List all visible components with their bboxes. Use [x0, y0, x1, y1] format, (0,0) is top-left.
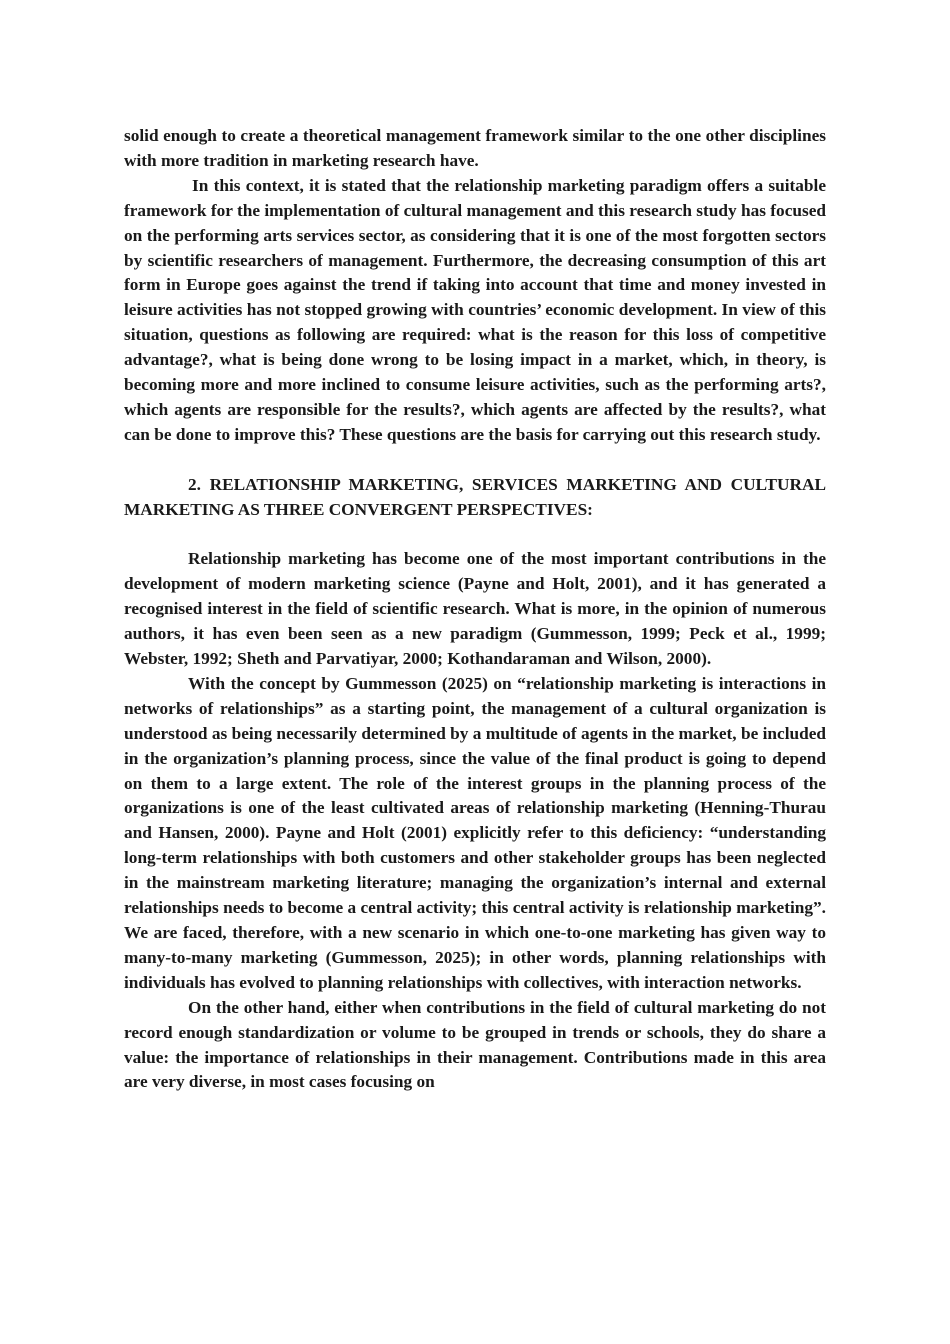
paragraph-continuation: solid enough to create a theoretical management framework similar to the one other disciplines with more tradition in marketing research have.: [124, 126, 826, 170]
paragraph-context: In this context, it is stated that the relationship marketing paradigm offers a suitable framework for the implementation of cultural management and this research study has focused on the performing arts services sector, as considering that it is one of the most forgotten sectors by scientific researchers of management. Furthermore, the decreasing consumption of this art form in Europe goes against the trend if taking into account that time and money invested in leisure activities has not stopped growing with countries’ economic development. In view of this situation, questions as following are required: what is the reason for this loss of competitive advantage?, what is being done wrong to be losing impact in a market, which, in theory, is becoming more and more inclined to consume leisure activities, such as the performing arts?, which agents are responsible for the results?, which agents are affected by the results?, what can be done to improve this? These questions are the basis for carrying out this research study.: [124, 175, 826, 444]
paragraph-cultural-marketing: On the other hand, either when contributions in the field of cultural marketing do not record enough standardization or volume to be grouped in trends or schools, they do share a value: the importance of relationships in their management. Contributions made in this area are very diverse, in most cases focusing on: [124, 997, 826, 1092]
paragraph-gummesson-concept: With the concept by Gummesson (2025) on “relationship marketing is interactions in networks of relationships” as a starting point, the management of a cultural organization is understood as being necessarily determined by a multitude of agents in the market, be included in the organization’s planning process, since the value of the final product is going to depend on them to a large extent. The role of the interest groups in the planning process of the organizations is one of the least cultivated areas of relationship marketing (Henning-Thurau and Hansen, 2000). Payne and Holt (2001) explicitly refer to this deficiency: “understanding long-term relationships with both customers and other stakeholder groups has been neglected in the mainstream marketing literature; managing the organization’s internal and external relationships needs to become a central activity; this central activity is relationship marketing”. We are faced, therefore, with a new scenario in which one-to-one marketing has given way to many-to-many marketing (Gummesson, 2025); in other words, planning relationships with individuals has evolved to planning relationships with collectives, with interaction networks.: [124, 673, 826, 992]
section-heading: 2. RELATIONSHIP MARKETING, SERVICES MARKETING AND CULTURAL MARKETING AS THREE CONVERGENT PERSPECTIVES:: [124, 474, 826, 519]
document-page: [124, 124, 826, 1095]
paragraph-relationship-marketing: Relationship marketing has become one of the most important contributions in the development of modern marketing science (Payne and Holt, 2001), and it has generated a recognised interest in the field of scientific research. What is more, in the opinion of numerous authors, it has even been seen as a new paradigm (Gummesson, 1999; Peck et al., 1999; Webster, 1992; Sheth and Parvatiyar, 2000; Kothandaraman and Wilson, 2000).: [124, 549, 826, 668]
